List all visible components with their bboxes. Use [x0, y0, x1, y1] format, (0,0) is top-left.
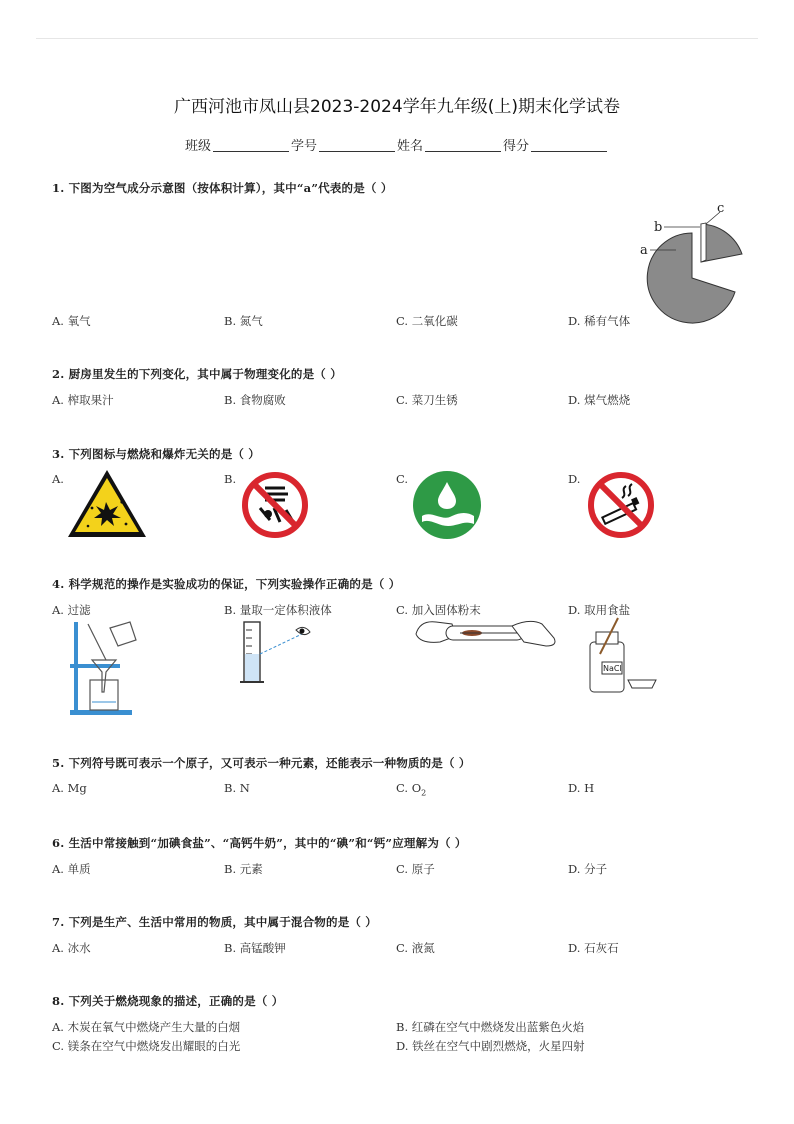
q2-option-d[interactable]: D. 煤气燃烧 — [568, 393, 631, 407]
q1-option-b[interactable]: B. 氮气 — [224, 314, 263, 328]
q7-option-a[interactable]: A. 冰水 — [52, 941, 91, 955]
q1-option-c[interactable]: C. 二氧化碳 — [396, 314, 458, 328]
info-field-name: 姓名 — [397, 139, 424, 154]
q2-option-a[interactable]: A. 榨取果汁 — [52, 393, 114, 407]
question-7-stem: 7. 下列是生产、生活中常用的物质，其中属于混合物的是（ ） — [52, 915, 378, 929]
water-saving-icon — [412, 470, 482, 540]
q6-option-a[interactable]: A. 单质 — [52, 862, 91, 876]
nacl-label: NaCl — [603, 664, 622, 673]
top-divider — [36, 38, 758, 39]
q8-option-a[interactable]: A. 木炭在氧气中燃烧产生大量的白烟 — [52, 1020, 241, 1034]
q4-option-b[interactable]: B. 量取一定体积液体 — [224, 603, 332, 617]
q6-option-b[interactable]: B. 元素 — [224, 862, 263, 876]
student-info-line — [0, 135, 794, 154]
explosive-warning-icon — [66, 468, 148, 540]
info-field-class: 班级 — [184, 139, 211, 154]
q6-option-d[interactable]: D. 分子 — [568, 862, 608, 876]
air-composition-pie-figure — [636, 198, 756, 316]
powder-into-test-tube-figure — [412, 614, 558, 658]
q8-option-c[interactable]: C. 镁条在空气中燃烧发出耀眼的白光 — [52, 1039, 241, 1053]
pie-label-c: c — [717, 201, 725, 216]
q3-option-b[interactable]: B. — [224, 472, 237, 486]
q7-option-b[interactable]: B. 高锰酸钾 — [224, 941, 286, 955]
q1-option-d[interactable]: D. 稀有气体 — [568, 314, 631, 328]
question-8-stem: 8. 下列关于燃烧现象的描述，正确的是（ ） — [52, 994, 284, 1008]
question-3-stem: 3. 下列图标与燃烧和爆炸无关的是（ ） — [52, 447, 261, 461]
q5-option-c-subscript: 2 — [421, 788, 427, 798]
graduated-cylinder-figure — [238, 618, 318, 690]
question-1-stem: 1. 下图为空气成分示意图（按体积计算），其中“a”代表的是（ ） — [52, 181, 393, 195]
q5-option-b[interactable]: B. N — [224, 781, 250, 795]
filtration-apparatus-figure — [66, 618, 146, 718]
q4-option-a[interactable]: A. 过滤 — [52, 603, 91, 617]
number-blank[interactable] — [319, 139, 395, 152]
q3-option-c[interactable]: C. — [396, 472, 409, 486]
class-blank[interactable] — [213, 139, 289, 152]
salt-bottle-figure — [584, 614, 664, 696]
question-5-stem: 5. 下列符号既可表示一个原子，又可表示一种元素，还能表示一种物质的是（ ） — [52, 756, 471, 770]
info-field-score: 得分 — [503, 139, 530, 154]
q1-option-a[interactable]: A. 氧气 — [52, 314, 91, 328]
q5-option-c-text: C. O — [396, 781, 422, 795]
q2-option-b[interactable]: B. 食物腐败 — [224, 393, 286, 407]
pie-label-a: a — [640, 243, 648, 258]
q5-option-d[interactable]: D. H — [568, 781, 595, 795]
q6-option-c[interactable]: C. 原子 — [396, 862, 435, 876]
question-6-stem: 6. 生活中常接触到“加碘食盐”、“高钙牛奶”，其中的“碘”和“钙”应理解为（ ） — [52, 836, 467, 850]
q7-option-d[interactable]: D. 石灰石 — [568, 941, 619, 955]
question-2-stem: 2. 厨房里发生的下列变化，其中属于物理变化的是（ ） — [52, 367, 342, 381]
info-field-number: 学号 — [290, 139, 317, 154]
q8-option-d[interactable]: D. 铁丝在空气中剧烈燃烧，火星四射 — [396, 1039, 585, 1053]
name-blank[interactable] — [425, 139, 501, 152]
q3-option-a[interactable]: A. — [52, 472, 64, 486]
q5-option-a[interactable]: A. Mg — [52, 781, 87, 795]
q5-option-c[interactable] — [396, 781, 426, 797]
q4-option-c[interactable]: C. 加入固体粉末 — [396, 603, 481, 617]
q4-option-d[interactable]: D. 取用食盐 — [568, 603, 631, 617]
score-blank[interactable] — [531, 139, 607, 152]
exam-title: 广西河池市凤山县2023-2024学年九年级(上)期末化学试卷 — [174, 97, 620, 117]
q3-option-d[interactable]: D. — [568, 472, 581, 486]
q2-option-c[interactable]: C. 菜刀生锈 — [396, 393, 458, 407]
no-fireworks-icon — [240, 470, 310, 540]
no-smoking-icon — [586, 470, 656, 540]
q7-option-c[interactable]: C. 液氮 — [396, 941, 435, 955]
question-4-stem: 4. 科学规范的操作是实验成功的保证，下列实验操作正确的是（ ） — [52, 577, 401, 591]
pie-label-b: b — [654, 220, 663, 235]
q8-option-b[interactable]: B. 红磷在空气中燃烧发出蓝紫色火焰 — [396, 1020, 585, 1034]
